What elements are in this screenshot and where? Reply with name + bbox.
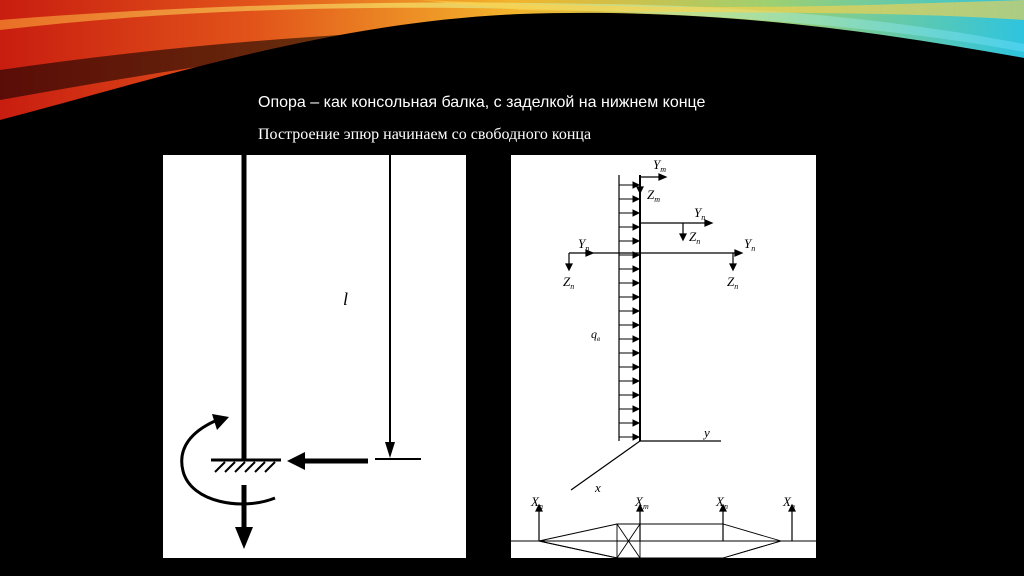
axis-y-label: y bbox=[704, 425, 710, 440]
x3-label: $X_п$ bbox=[716, 494, 728, 511]
length-label: l bbox=[343, 289, 349, 309]
x2-label: $X_т$ bbox=[635, 494, 649, 511]
distributed-load-arrows bbox=[619, 182, 639, 440]
lower-crossarm bbox=[566, 250, 742, 270]
truss-plan bbox=[511, 524, 816, 558]
cantilever-diagram bbox=[163, 155, 466, 558]
heading-line-2: Построение эпюр начинаем со свободного конца bbox=[258, 126, 592, 143]
yp-right-label: $Y_п$ bbox=[744, 236, 756, 253]
zp-top-label: $Z_п$ bbox=[689, 229, 701, 246]
zp-left-label: $Z_п$ bbox=[563, 274, 575, 291]
fixed-support-hatch bbox=[211, 460, 281, 472]
wind-load-label: $q_в$ bbox=[591, 327, 601, 343]
upper-crossarm bbox=[640, 220, 712, 240]
yt-label: $Y_т$ bbox=[653, 157, 667, 174]
zp-right-label: $Z_п$ bbox=[727, 274, 739, 291]
length-dimension-line bbox=[375, 155, 421, 459]
heading-line-1: Опора – как консольная балка, с заделкой на нижнем конце bbox=[258, 94, 706, 111]
horizontal-force-arrow-icon bbox=[287, 452, 368, 470]
base-axes bbox=[571, 441, 721, 490]
truss-load-arrows bbox=[536, 505, 795, 541]
x1-label: $X_п$ bbox=[531, 494, 543, 511]
load-scheme-svg bbox=[511, 155, 816, 558]
yp-top-label: $Y_п$ bbox=[694, 205, 706, 222]
zt-label: $Z_т$ bbox=[647, 187, 661, 204]
vertical-force-arrow-icon bbox=[235, 485, 253, 549]
yp-left-label: $Y_п$ bbox=[578, 236, 590, 253]
load-scheme-diagram bbox=[511, 155, 816, 558]
x4-label: $X_п$ bbox=[783, 494, 795, 511]
axis-x-label: x bbox=[595, 480, 601, 495]
cantilever-svg bbox=[163, 155, 466, 558]
